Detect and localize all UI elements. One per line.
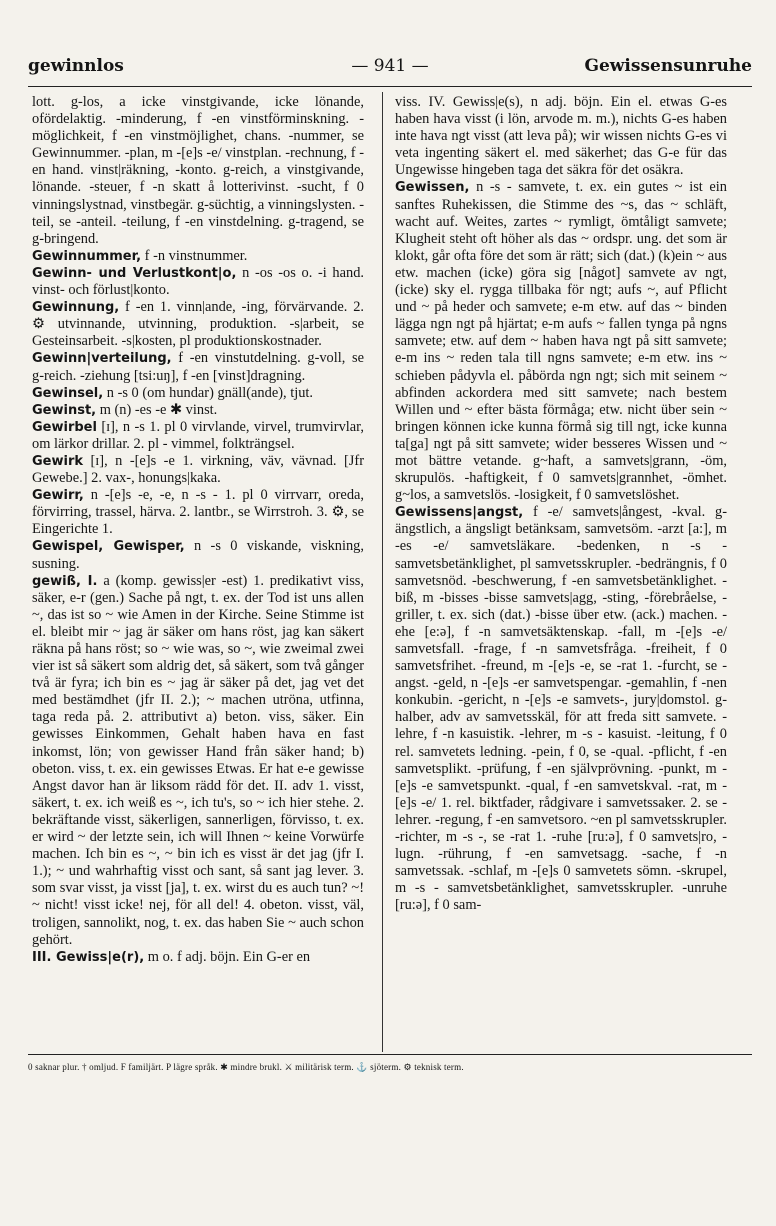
entry-headword: Gewinnung, bbox=[32, 300, 120, 316]
entry-text: m o. f adj. böjn. Ein G-er en bbox=[144, 948, 311, 965]
dictionary-entry bbox=[32, 402, 364, 419]
right-column bbox=[395, 94, 727, 915]
dictionary-entry bbox=[32, 487, 364, 538]
entry-text: n -s 0 (om hundar) gnäll(ande), tjut. bbox=[103, 384, 313, 401]
running-head-right: Gewissensunruhe bbox=[584, 56, 752, 76]
entry-text: n -s 0 viskande, viskning, susning. bbox=[32, 538, 364, 572]
page-number: — 941 — bbox=[351, 56, 429, 76]
footer-rule bbox=[28, 1054, 752, 1055]
entry-headword: Gewissens|angst, bbox=[395, 505, 524, 521]
header-rule bbox=[28, 86, 752, 87]
entry-text: m (n) -es -e ✱ vinst. bbox=[96, 401, 218, 418]
entry-text: f -en 1. vinn|ande, -ing, förvärvande. 2. ⚙ utvinnande, utvinning, produktion. -s|arbeit, se Gesteinsarbeit. -s|kosten, pl produktionskostnader. bbox=[32, 299, 364, 350]
entry-headword: Gewirbel bbox=[32, 419, 97, 435]
entry-headword: III. Gewiss|e(r), bbox=[32, 949, 145, 965]
dictionary-entry bbox=[32, 265, 364, 299]
entry-headword: Gewirk bbox=[32, 453, 84, 469]
page-header bbox=[28, 56, 752, 86]
entry-text: f -e/ samvets|ångest, -kval. g-ängstlich, a ängsligt betänksam, samvetsöm. -arzt [a:], m -es -e/ samvetsläkare. -bedenken, n -s - samvetsbetänklighet, pl samvetsskrupler. -bedrängnis, f 0 samvetsnöd. -beschwerung, f -en samvetsbetänklighet. -biß, m -bisses -bisse samvets|agg, -sting, -förebråelse, -griller, t. ex. sich (dat.) -bisse über etw. (ack.) machen. -ehe [e:ə], f -n samvetsäktenskap. -fall, m -[e]s -e/ samvetsfall. -frage, f -n samvetsfråga. -freiheit, f 0 samvetsfrihet. -freund, m -[e]s -e, se -rat 1. -furcht, se -angst. -geld, n -[e]s -er samvetspengar. -gemahlin, f -nen konkubin. -gericht, n -[e]s -e samvets-, jury|domstol. g-halber, adv av samvetsskäl, för att freda sitt samvete. -lehre, f -n kasuistik. -lehrer, m -s - kasuist. -leitung, f 0 rel. samvetets ledning. -pein, f 0, se -qual. -pflicht, f -en samvetsplikt. -prüfung, f -en självprövning. -punkt, m -[e]s -e samvetspunkt. -qual, f -en samvetskval. -rat, m -[e]s -e/ 1. rel. biktfader, rådgivare i samvetssaker. 2. se -lehrer. -regung, f -en samvetsoro. ~en pl samvetsskrupler. -richter, m -s -, se -rat 1. -ruhe [ru:ə], f 0 samvets|ro, -lugn. -rührung, f -en samvetsagg. -sache, f -n samvetssak. -schlaf, m -[e]s 0 samvetets sömn. -skrupel, m -s - samvetsbetänklighet, samvetsskrupler. -unruhe [ru:ə], f 0 sam- bbox=[395, 504, 727, 914]
left-column bbox=[32, 94, 364, 966]
entry-headword: Gewinnummer, bbox=[32, 248, 142, 264]
dictionary-entry bbox=[32, 299, 364, 350]
dictionary-entry bbox=[32, 538, 364, 572]
entry-headword: gewiß, I. bbox=[32, 573, 98, 589]
dictionary-entry bbox=[32, 573, 364, 949]
dictionary-entry bbox=[395, 94, 727, 179]
entry-headword: Gewinsel, bbox=[32, 385, 104, 401]
abbreviation-legend: 0 saknar plur. † omljud. F familjärt. P lägre språk. ✱ mindre brukl. ⚔ militärisk term. ⚓ sjöterm. ⚙ teknisk term. bbox=[28, 1062, 464, 1072]
dictionary-entry bbox=[395, 179, 727, 504]
entry-text: [ɪ], n -[e]s -e 1. virkning, väv, vävnad. [Jfr Gewebe.] 2. vax-, honungs|kaka. bbox=[32, 452, 364, 487]
entry-text: lott. g-los, a icke vinstgivande, icke lönande, ofördelaktig. -minderung, f -en vinstförminskning. -möglichkeit, f -en vinstmöjlighet, chans. -nummer, se Gewinnummer. -plan, m -[e]s -e/ vinstplan. -rechnung, f -en hand. vinst|räkning, -konto. g-reich, a vinstgivande, lönande. -steuer, f -n skatt å lotterivinst. -sucht, f 0 vinningslystnad, vinstbegär. g-süchtig, a vinningslysten. -teil, se -anteil. -teilung, f -en vinstdelning. g-tragend, se g-bringend. bbox=[32, 94, 364, 247]
dictionary-entry bbox=[32, 419, 364, 453]
dictionary-entry bbox=[32, 453, 364, 487]
column-divider bbox=[382, 92, 383, 1052]
entry-text: n -os -os o. -i hand. vinst- och förlust|konto. bbox=[32, 264, 364, 299]
entry-headword: Gewispel, Gewisper, bbox=[32, 539, 185, 555]
entry-text: [ɪ], n -s 1. pl 0 virvlande, virvel, trumvirvlar, om lärkor drillar. 2. pl - vimmel, folkträngsel. bbox=[32, 418, 364, 452]
entry-headword: Gewinn|verteilung, bbox=[32, 351, 172, 367]
running-head-left: gewinnlos bbox=[28, 56, 124, 76]
entry-text: viss. IV. Gewiss|e(s), n adj. böjn. Ein el. etwas G-es haben hava visst (i lön, arvode m. m.), nichts G-es haben inte hava ngt visst (att leva på); wir wissen nichts G-es vi veta ingenting säkert el. med säkerhet; das G-e für das Ungewisse hingeben taga det säkra för det osäkra. bbox=[395, 94, 727, 179]
dictionary-entry bbox=[32, 949, 364, 966]
dictionary-entry bbox=[32, 385, 364, 402]
entry-headword: Gewissen, bbox=[395, 180, 470, 196]
dictionary-entry bbox=[32, 248, 364, 265]
entry-text: a (komp. gewiss|er -est) 1. predikativt viss, säker, e-r (gen.) Sache på ngt, t. ex. der Tod ist uns allen ~, das ist so ~ wie Amen in der Kirche. Seine Stimme ist el. bleibt mir ~ jag är säker om hans röst, jag kan säkert räkna på hans röst; so ~ wie was, so ~, wie zweimal zwei vier ist så säkert som aldrig det, så säkert, som två gånger två är fyra; ich bin es ~ jag är säker på det, jag vet det med bestämdhet (jfr II. 2.); ~ machen utröna, utfinna, taga reda på. 2. attributivt a) beton. viss, säker. Ein gewisses Einkommen, Gehalt haben hava en fast inkomst, lön; von gewisser Hand från säker hand; b) obeton. viss, t. ex. ein gewisses Etwas. Er hat e-e gewisse Angst davor han är liksom rädd för det. II. adv 1. visst, säkert, t. ex. ich weiß es ~, ich tu's, so ~ ich hier stehe. 2. bekräftande visst, säkerligen, sannerligen, förvisso, t. ex. er wird ~ der letzte sein, ich will Ihnen ~ keine Vorwürfe machen. Ich bin es ~, ~ bin ich es visst är det jag (jfr I. 1.); ~ und wahrhaftig visst och sant, så sant jag lever. 3. som svar visst, ja visst [ja], t. ex. wirst du es auch tun? ~! ~ nicht! visst icke! nej, för all del! 4. obeton. visst, väl, troligen, sannolikt, nog, t. ex. das haben Sie ~ auch schon gehört. bbox=[32, 572, 364, 948]
entry-headword: Gewirr, bbox=[32, 488, 84, 504]
entry-text: n -[e]s -e, -e, n -s - 1. pl 0 virrvarr, oreda, förvirring, trassel, härva. 2. lantbr., se Wirrstroh. 3. ⚙, se Eingerichte 1. bbox=[32, 487, 364, 538]
dictionary-entry bbox=[32, 350, 364, 384]
dictionary-entry bbox=[32, 94, 364, 248]
entry-text: f -n vinstnummer. bbox=[141, 247, 248, 264]
entry-headword: Gewinn- und Verlustkont|o, bbox=[32, 265, 237, 281]
entry-headword: Gewinst, bbox=[32, 402, 97, 418]
entry-text: f -en vinstutdelning. g-voll, se g-reich. -ziehung [tsi:uŋ], f -en [vinst]dragning. bbox=[32, 350, 364, 384]
entry-text: n -s - samvete, t. ex. ein gutes ~ ist ein sanftes Ruhekissen, die Stimme des ~s, das ~ schläft, wacht auf. Weites, zartes ~ rymligt, ömtåligt samvete; Klugheit steht oft höher als das ~ ordspr. ung. det som är klokt, går ofta före det som är rätt; sich (dat.) (k)ein ~ aus etw. machen (icke) göra sig [något] samvete av ngt, (icke) sky el. rygga tillbaka för ngt; aufs ~, auf Pflicht und ~ på heder och samvete; e-m etw. auf das ~ binden lägga ngn ngt på hjärtat; e-m aufs ~ fallen tynga på ngns samvete; etw. auf dem ~ haben hava ngt på sitt samvete; e-m ins ~ reden tala till ngns samvete; e-m etw. ins ~ schieben pådyvla el. påbörda ngn ngt; sich mit seinem ~ abfinden ackordera med sitt samvete; nach bestem Willen und ~ efter bästa förmåga; etw. nicht über sein ~ bringen können icke kunna förmå sig till ngt, icke kunna ta[ga] ngt på sitt samvete; wider besseres Wissen und ~ mot bättre vetande. g~haft, a samvets|grann, -öm, skrupulös. -haftigkeit, f 0 samvets|grannhet, -ömhet. g~los, a samvetslös. -losigkeit, f 0 samvetslöshet. bbox=[395, 179, 727, 504]
dictionary-entry bbox=[395, 504, 727, 914]
